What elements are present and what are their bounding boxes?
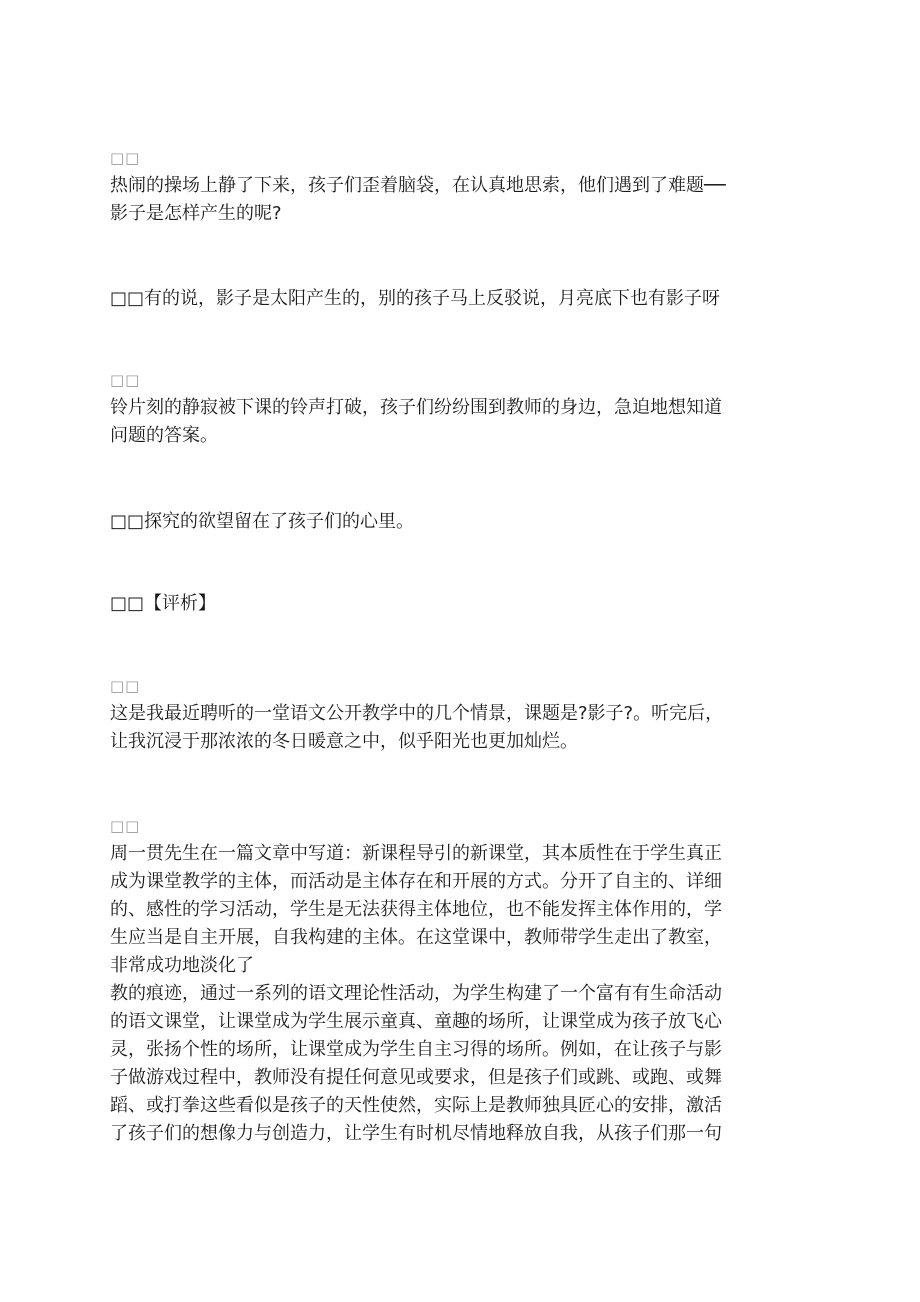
paragraph-line: 热闹的操场上静了下来，孩子们歪着脑袋，在认真地思索，他们遇到了难题── [110, 175, 726, 196]
paragraph-line: 子做游戏过程中，教师没有提任何意见或要求，但是孩子们或跳、或跑、或舞 [110, 1067, 722, 1088]
section-heading-analysis [110, 590, 810, 618]
paragraph-line: □□有的说，影子是太阳产生的，别的孩子马上反驳说，月亮底下也有影子呀 [110, 288, 721, 309]
paragraph-line: 了孩子们的想像力与创造力，让学生有时机尽情地释放自我，从孩子们那一句 [110, 1123, 722, 1144]
paragraph-debate [110, 285, 810, 313]
paragraph-lesson-intro [110, 672, 810, 756]
paragraph-line: 教的痕迹，通过一系列的语文理论性活动，为学生构建了一个富有有生命活动 [110, 983, 722, 1004]
section-heading: □□【评析】 [110, 593, 217, 614]
paragraph-line: 的语文课堂，让课堂成为学生展示童真、童趣的场所，让课堂成为孩子放飞心 [110, 1011, 722, 1032]
paragraph-line: 成为课堂教学的主体，而活动是主体存在和开展的方式。分开了自主的、详细 [110, 871, 722, 892]
paragraph-marker: □□ [110, 371, 141, 389]
paragraph-line: 生应当是自主开展，自我构建的主体。在这堂课中，教师带学生走出了教室， [110, 927, 722, 948]
paragraph-line: 周一贯先生在一篇文章中写道：新课程导引的新课堂，其本质性在于学生真正 [110, 843, 722, 864]
paragraph-marker: □□ [110, 149, 141, 167]
paragraph-line: 让我沉浸于那浓浓的冬日暖意之中，似乎阳光也更加灿烂。 [110, 731, 578, 752]
paragraph-line: □□探究的欲望留在了孩子们的心里。 [110, 511, 415, 532]
paragraph-line: 灵，张扬个性的场所，让课堂成为学生自主习得的场所。例如，在让孩子与影 [110, 1039, 722, 1060]
paragraph-commentary [110, 812, 810, 1148]
paragraph-line: 影子是怎样产生的呢? [110, 203, 282, 224]
paragraph-line: 问题的答案。 [110, 425, 218, 446]
paragraph-marker: □□ [110, 817, 141, 835]
paragraph-line: 这是我最近聘听的一堂语文公开教学中的几个情景，课题是?影子?。听完后， [110, 703, 724, 724]
paragraph-marker: □□ [110, 677, 141, 695]
paragraph-line: 蹈、或打拳这些看似是孩子的天性使然，实际上是教师独具匠心的安排，激活 [110, 1095, 722, 1116]
paragraph-playground [110, 144, 810, 228]
paragraph-line: 非常成功地淡化了 [110, 955, 254, 976]
paragraph-bell [110, 366, 810, 450]
paragraph-curiosity [110, 508, 810, 536]
paragraph-line: 的、感性的学习活动，学生是无法获得主体地位，也不能发挥主体作用的，学 [110, 899, 722, 920]
paragraph-line: 铃片刻的静寂被下课的铃声打破，孩子们纷纷围到教师的身边，急迫地想知道 [110, 397, 722, 418]
